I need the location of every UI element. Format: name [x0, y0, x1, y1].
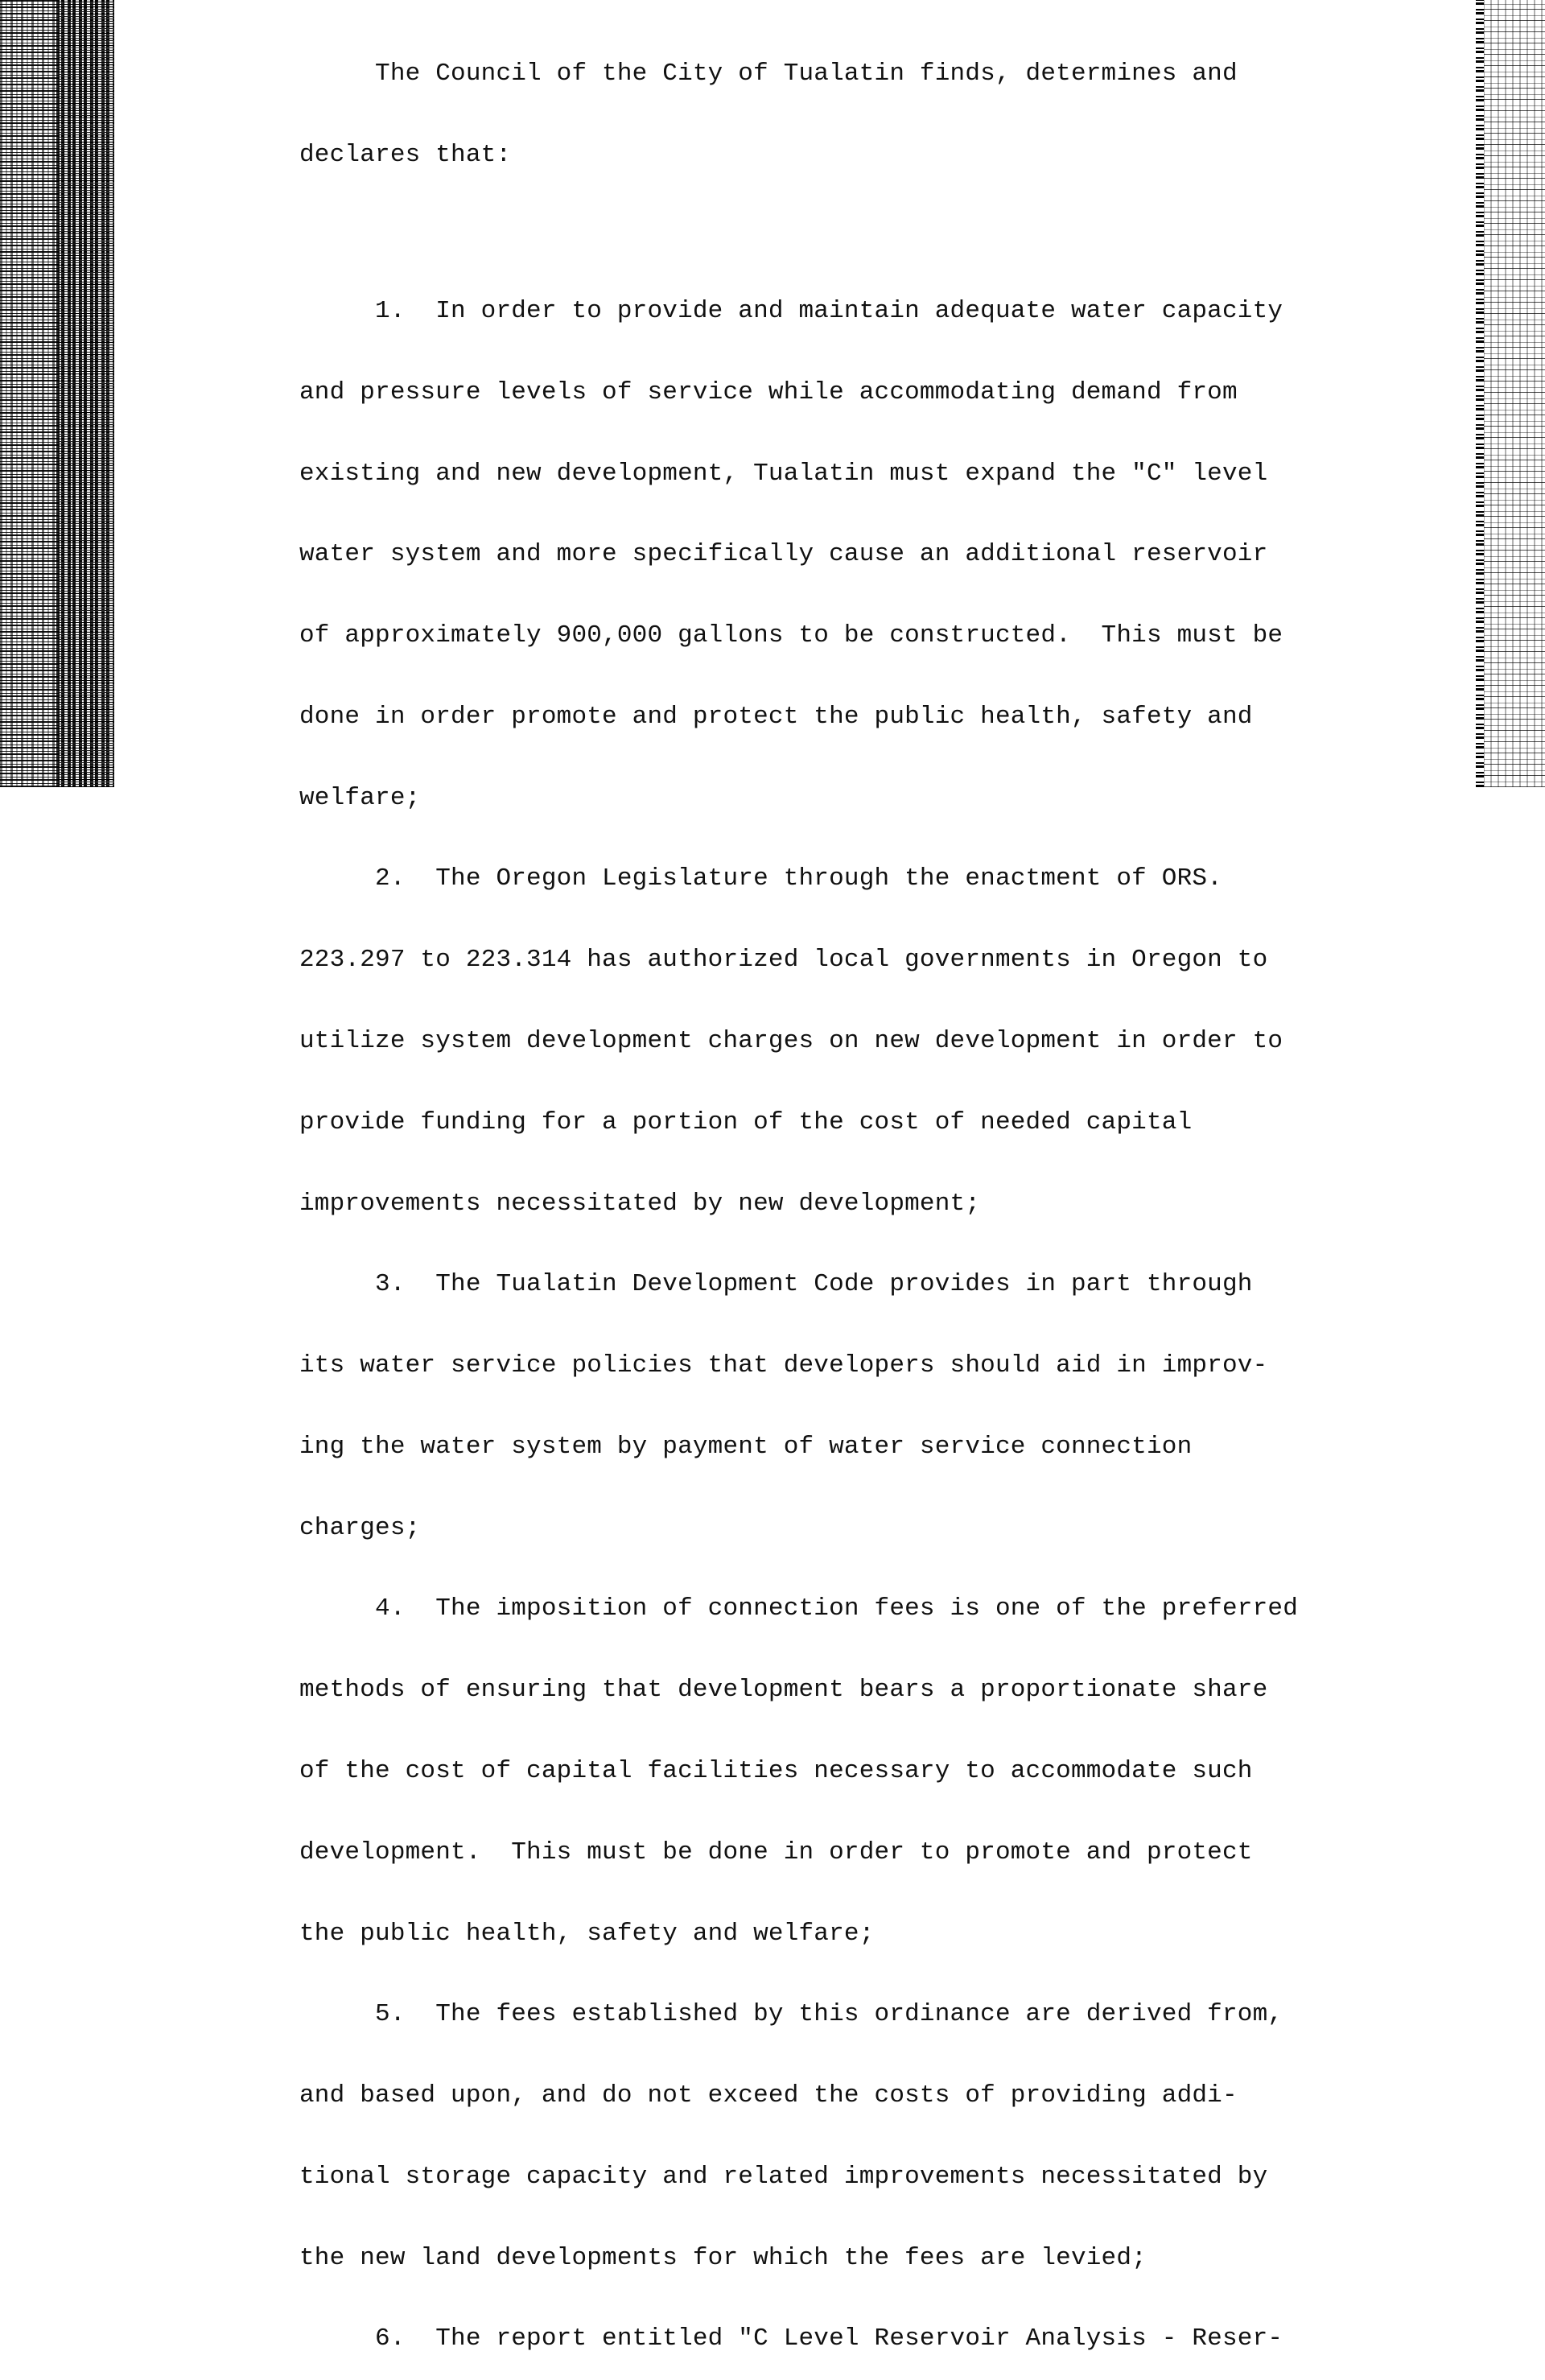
intro-line: The Council of the City of Tualatin finds, determines and [299, 60, 1238, 89]
ordinance-text [299, 6, 1410, 2380]
body-line: 6. The report entitled "C Level Reservoir Analysis - Reser- [299, 2324, 1283, 2353]
body-line: methods of ensuring that development bears a proportionate share [299, 1676, 1268, 1705]
body-line: tional storage capacity and related improvements necessitated by [299, 2162, 1268, 2191]
body-line: the public health, safety and welfare; [299, 1919, 875, 1948]
body-line: the new land developments for which the fees are levied; [299, 2243, 1147, 2272]
body-line: improvements necessitated by new development; [299, 1189, 981, 1218]
body-line: provide funding for a portion of the cost of needed capital [299, 1108, 1193, 1136]
scan-edge-left [0, 0, 114, 787]
body-line: of the cost of capital facilities necessary to accommodate such [299, 1757, 1253, 1785]
body-line: and pressure levels of service while accommodating demand from [299, 377, 1238, 406]
body-line: utilize system development charges on new development in order to [299, 1026, 1283, 1055]
body-line: development. This must be done in order to promote and protect [299, 1838, 1253, 1866]
body-line: 1. In order to provide and maintain adequate water capacity [299, 296, 1283, 325]
body-line: charges; [299, 1513, 421, 1542]
body-line: 3. The Tualatin Development Code provides in part through [299, 1270, 1253, 1299]
body-line: 4. The imposition of connection fees is one of the preferred [299, 1594, 1298, 1623]
paragraph-gap [299, 223, 1410, 244]
body-line: done in order promote and protect the public health, safety and [299, 702, 1253, 731]
body-line: 2. The Oregon Legislature through the enactment of ORS. [299, 864, 1222, 893]
body-line: ing the water system by payment of water service connection [299, 1432, 1193, 1461]
body-line: 5. The fees established by this ordinance are derived from, [299, 2000, 1283, 2029]
body-line: welfare; [299, 783, 421, 812]
body-line: its water service policies that developers should aid in improv- [299, 1351, 1268, 1380]
intro-line: declares that: [299, 140, 512, 169]
body-line: and based upon, and do not exceed the costs of providing addi- [299, 2081, 1238, 2110]
body-line: of approximately 900,000 gallons to be constructed. This must be [299, 621, 1283, 650]
body-line: existing and new development, Tualatin must expand the "C" level [299, 459, 1268, 488]
body-line: water system and more specifically cause an additional reservoir [299, 540, 1268, 569]
body-line: 223.297 to 223.314 has authorized local governments in Oregon to [299, 946, 1268, 975]
scan-edge-right [1476, 0, 1545, 787]
